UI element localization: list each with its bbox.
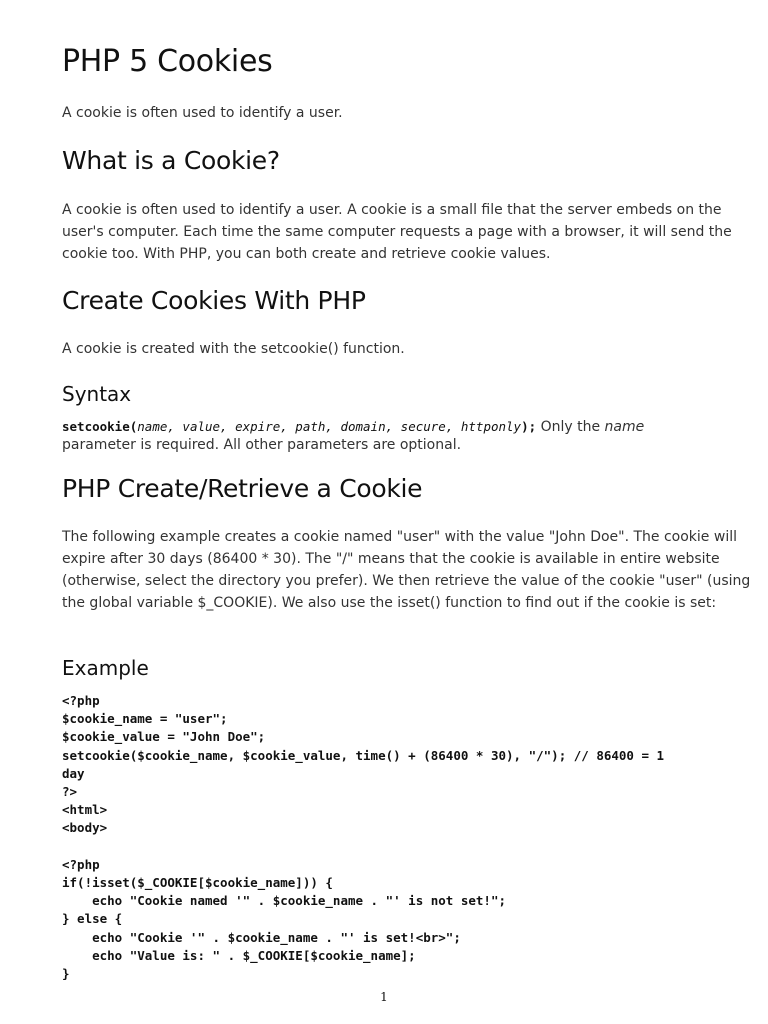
create-cookies-paragraph: A cookie is created with the setcookie() function. (62, 341, 405, 357)
page-number: 1 (380, 990, 388, 1004)
page-title: PHP 5 Cookies (62, 44, 273, 79)
heading-what-is-cookie: What is a Cookie? (62, 146, 280, 175)
heading-example: Example (62, 656, 149, 680)
syntax-code (62, 419, 536, 434)
syntax-params: name, value, expire, path, domain, secure, httponly (137, 419, 522, 434)
heading-create-cookies: Create Cookies With PHP (62, 286, 366, 315)
syntax-paragraph (62, 418, 662, 454)
syntax-function-name: setcookie( (62, 419, 138, 434)
what-is-cookie-paragraph: A cookie is often used to identify a user. A cookie is a small file that the server embeds on the user's computer. Each time the same computer requests a page with a browser, it will send the cookie too. With PHP, you can both create and retrieve cookie values. (62, 202, 732, 262)
intro-paragraph: A cookie is often used to identify a user. (62, 105, 343, 121)
example-code-block: <?php $cookie_name = "user"; $cookie_value = "John Doe"; setcookie($cookie_name, $cookie_value, time() + (86400 * 30), "/"); // 86400 = 1 day ?> <html> <body> <?php if(!isset($_COOKIE[$cookie_name])) { echo "Cookie named '" . $cookie_name . "' is not set!"; } else { echo "Cookie '" . $cookie_name . "' is set!<br>"; echo "Value is: " . $_COOKIE[$cookie_name]; } (62, 693, 665, 982)
syntax-note-part2: parameter is required. All other parameters are optional. (62, 437, 462, 453)
syntax-note-param: name (604, 419, 645, 435)
heading-create-retrieve: PHP Create/Retrieve a Cookie (62, 474, 423, 503)
create-retrieve-paragraph: The following example creates a cookie named "user" with the value "John Doe". The cookie will expire after 30 days (86400 * 30). The "/" means that the cookie is available in entire website (otherwise, select the directory you prefer). We then retrieve the value of the cookie "user" (using the global variable $_COOKIE). We also use the isset() function to find out if the cookie is set: (62, 529, 751, 611)
syntax-closing: ); (521, 419, 537, 434)
heading-syntax: Syntax (62, 382, 132, 406)
syntax-note-part1: Only the (536, 419, 605, 435)
